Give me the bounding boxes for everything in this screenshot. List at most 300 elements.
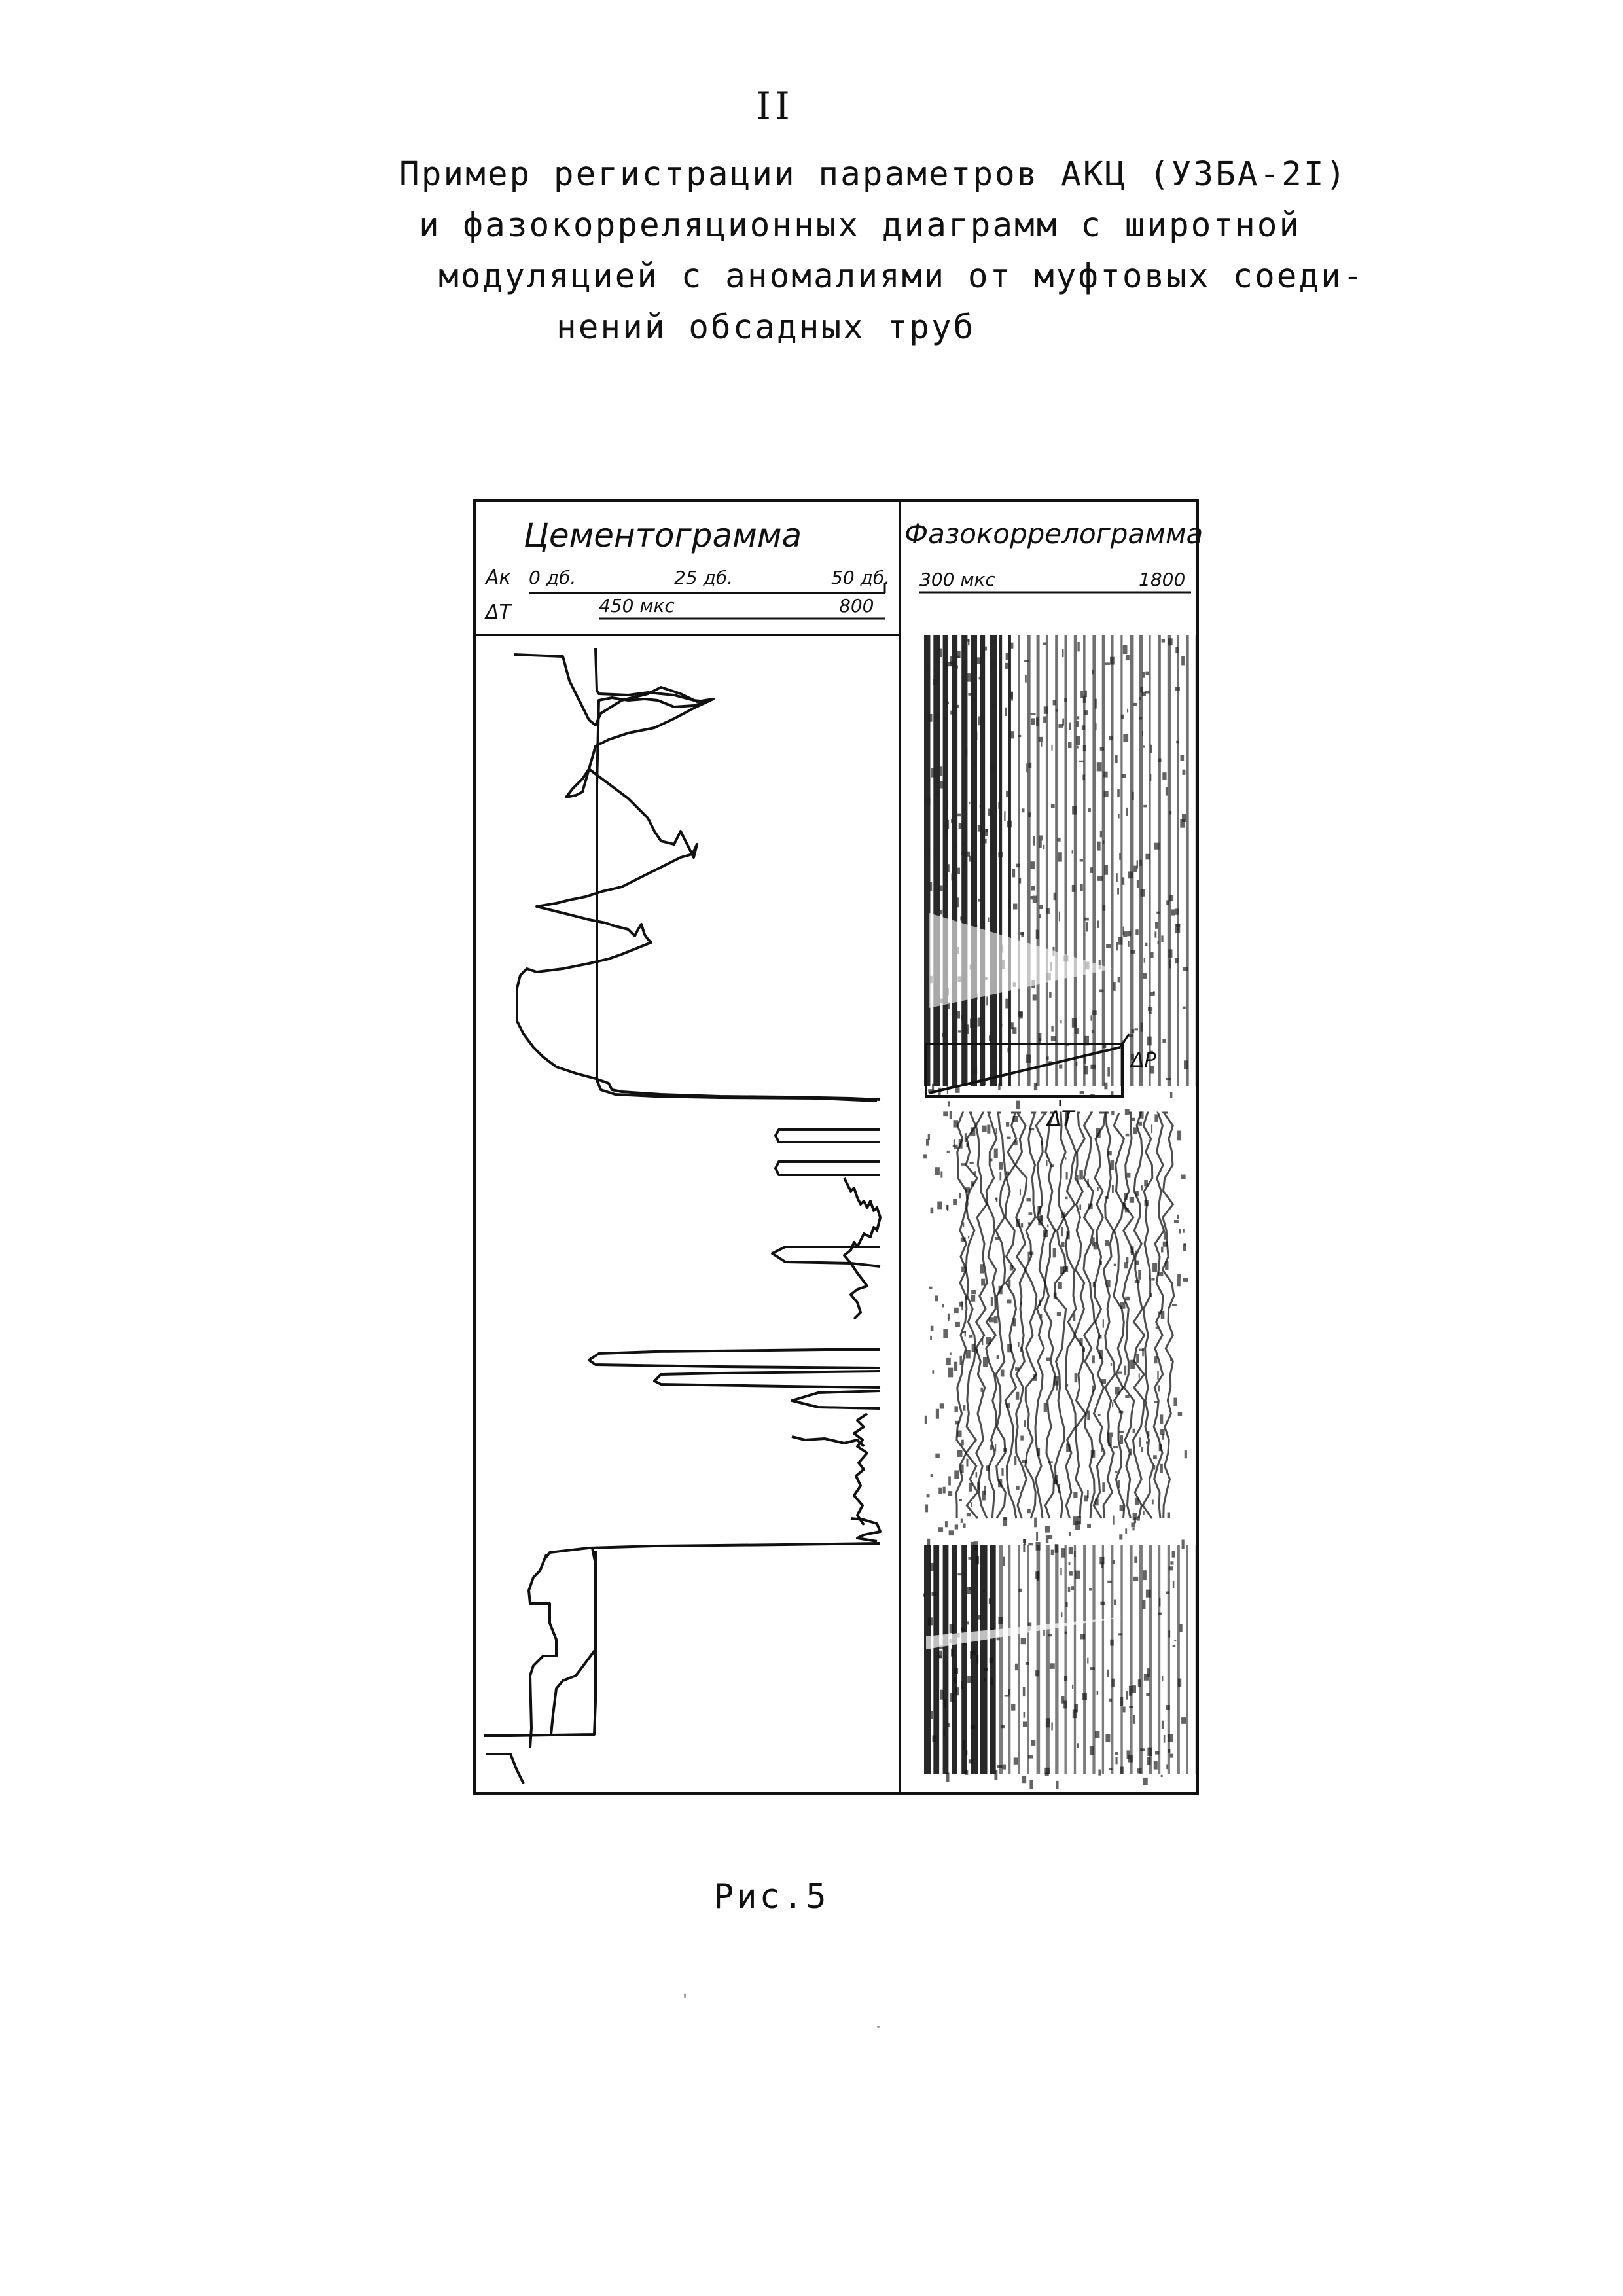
correlogram-dash bbox=[991, 1297, 993, 1306]
correlogram-dash bbox=[981, 1279, 985, 1286]
correlogram-dash bbox=[956, 666, 958, 669]
correlogram-dash bbox=[999, 1172, 1001, 1180]
correlogram-dash bbox=[1123, 645, 1128, 654]
correlogram-dash bbox=[1058, 838, 1061, 842]
correlogram-dash bbox=[938, 649, 942, 658]
page-number: II bbox=[756, 84, 794, 128]
correlogram-dash bbox=[1024, 660, 1029, 662]
correlogram-dash bbox=[1043, 1630, 1045, 1636]
correlogram-dash bbox=[1028, 1212, 1032, 1215]
correlogram-dash bbox=[960, 916, 963, 920]
correlogram-dash bbox=[950, 1352, 952, 1354]
correlogram-strand bbox=[1044, 1113, 1055, 1518]
correlogram-dash bbox=[1029, 1780, 1033, 1789]
correlogram-dash bbox=[1054, 893, 1056, 901]
correlogram-dash bbox=[984, 829, 988, 836]
correlogram-dash bbox=[1097, 876, 1103, 880]
correlogram-dash bbox=[1077, 1743, 1079, 1748]
correlogram-dash bbox=[965, 748, 967, 756]
correlogram-dash bbox=[983, 839, 987, 844]
correlogram-dash bbox=[1133, 703, 1137, 706]
correlogram-dash bbox=[1090, 1015, 1092, 1020]
correlogram-dash bbox=[1061, 1696, 1064, 1703]
correlogram-dash bbox=[1132, 1118, 1135, 1121]
correlogram-dash bbox=[998, 802, 999, 809]
correlogram-dash bbox=[1158, 758, 1161, 762]
correlogram-dash bbox=[1166, 787, 1168, 795]
correlogram-dash bbox=[1051, 1722, 1052, 1730]
correlogram-dash bbox=[1024, 1539, 1026, 1545]
correlogram-dash bbox=[1128, 872, 1133, 879]
correlogram-dash bbox=[945, 830, 947, 838]
correlogram-dash bbox=[1133, 866, 1137, 872]
correlogram-dash bbox=[1073, 1492, 1077, 1498]
correlogram-dash bbox=[991, 660, 996, 667]
correlogram-dash bbox=[1135, 1028, 1138, 1030]
correlogram-dash bbox=[1087, 1524, 1091, 1528]
correlogram-dash bbox=[931, 1208, 934, 1214]
correlogram-dash bbox=[1125, 1109, 1130, 1115]
correlogram-dash bbox=[1148, 1007, 1152, 1011]
correlogram-dash bbox=[1015, 1664, 1018, 1670]
correlogram-dash bbox=[1089, 1588, 1092, 1591]
correlogram-dash bbox=[1022, 1776, 1026, 1784]
correlogram-dash bbox=[1018, 1011, 1023, 1016]
correlogram-dash bbox=[1117, 888, 1119, 895]
correlogram-dash bbox=[925, 1505, 928, 1513]
phase-scale-min: 300 мкс bbox=[919, 569, 995, 590]
correlogram-dash bbox=[1038, 1033, 1041, 1041]
correlogram-dash bbox=[1036, 1532, 1038, 1541]
noise-trace-2 bbox=[854, 1414, 867, 1525]
correlogram-dash bbox=[942, 1304, 944, 1307]
correlogram-dash bbox=[1066, 1172, 1068, 1180]
ak-scale-min: 0 дб. bbox=[529, 567, 577, 588]
correlogram-dash bbox=[1031, 713, 1036, 715]
correlogram-dash bbox=[997, 1355, 999, 1359]
spike-3 bbox=[772, 1247, 880, 1266]
correlogram-dash bbox=[1177, 1131, 1181, 1141]
correlogram-dash bbox=[959, 1356, 961, 1365]
correlogram-dash bbox=[931, 768, 935, 777]
correlogram-stripe bbox=[933, 635, 940, 1086]
correlogram-dash bbox=[1179, 1624, 1182, 1632]
spike-6 bbox=[792, 1391, 880, 1408]
correlogram-dash bbox=[994, 1149, 998, 1158]
correlogram-dash bbox=[1142, 731, 1143, 736]
correlogram-dash bbox=[1170, 1754, 1173, 1758]
correlogram-dash bbox=[1143, 672, 1145, 677]
correlogram-dash bbox=[1183, 1244, 1186, 1251]
correlogram-dash bbox=[969, 802, 970, 804]
correlogram-stripe bbox=[1008, 635, 1011, 1086]
correlogram-dash bbox=[1102, 1482, 1105, 1492]
correlogram-dash bbox=[956, 651, 961, 658]
correlogram-stripe bbox=[990, 1545, 996, 1774]
correlogram-dash bbox=[946, 1358, 951, 1365]
correlogram-dash bbox=[1018, 1342, 1020, 1347]
dt-scale-min: 450 мкс bbox=[599, 595, 675, 617]
correlogram-dash bbox=[1087, 1490, 1089, 1498]
correlogram-dash bbox=[1009, 643, 1013, 649]
correlogram-dash bbox=[927, 1494, 930, 1497]
ak-baseline bbox=[486, 1754, 524, 1784]
correlogram-dash bbox=[976, 657, 982, 664]
correlogram-dash bbox=[1105, 1240, 1109, 1246]
correlogram-dash bbox=[1031, 886, 1035, 891]
correlogram-dash bbox=[974, 761, 976, 767]
correlogram-dash bbox=[1087, 1410, 1090, 1420]
correlogram-dash bbox=[1053, 700, 1056, 706]
correlogram-dash bbox=[1139, 1437, 1141, 1447]
correlogram-dash bbox=[981, 716, 983, 723]
correlogram-dash bbox=[1056, 709, 1058, 711]
correlogram-dash bbox=[1024, 1420, 1026, 1427]
correlogram-dash bbox=[961, 1301, 963, 1310]
correlogram-stripe bbox=[1037, 635, 1040, 1086]
correlogram-dash bbox=[1077, 716, 1080, 719]
correlogram-dash bbox=[1114, 1600, 1116, 1606]
correlogram-strand bbox=[1016, 1113, 1027, 1518]
correlogram-dash bbox=[1005, 999, 1010, 1009]
correlogram-dash bbox=[1174, 1220, 1179, 1223]
correlogram-dash bbox=[1125, 1395, 1129, 1398]
correlogram-stripe bbox=[1037, 1545, 1041, 1774]
correlogram-dash bbox=[1143, 745, 1145, 747]
correlogram-dash bbox=[1158, 1386, 1160, 1392]
correlogram-dash bbox=[1172, 1551, 1175, 1558]
correlogram-dash bbox=[1016, 1101, 1020, 1109]
correlogram-dash bbox=[1162, 1676, 1163, 1681]
correlogram-dash bbox=[1076, 1062, 1078, 1066]
correlogram-dash bbox=[1182, 1539, 1185, 1549]
correlogram-dash bbox=[1069, 723, 1071, 730]
correlogram-dash bbox=[1023, 1544, 1025, 1552]
correlogram-dash bbox=[1052, 745, 1053, 751]
correlogram-dash bbox=[998, 1084, 1000, 1090]
correlogram-dash bbox=[952, 873, 956, 880]
correlogram-stripe bbox=[1102, 1545, 1104, 1774]
correlogram-dash bbox=[925, 798, 930, 805]
correlogram-dash bbox=[999, 1162, 1003, 1170]
correlogram-dash bbox=[976, 1472, 978, 1477]
correlogram-dash bbox=[1183, 1278, 1188, 1282]
correlogram-dash bbox=[959, 823, 963, 829]
correlogram-stripe bbox=[1074, 1545, 1076, 1774]
correlogram-dash bbox=[945, 1521, 948, 1527]
correlogram-dash bbox=[1061, 1612, 1062, 1617]
correlogram-dash bbox=[1171, 909, 1175, 915]
correlogram-dash bbox=[1043, 642, 1046, 645]
correlogram-dash bbox=[969, 856, 973, 862]
correlogram-dash bbox=[1112, 1402, 1113, 1407]
correlogram-dash bbox=[970, 1018, 974, 1028]
correlogram-dash bbox=[1111, 1091, 1114, 1095]
correlogram-stripe bbox=[990, 635, 997, 1086]
correlogram-dash bbox=[1003, 1765, 1006, 1770]
correlogram-strand bbox=[1143, 1113, 1154, 1518]
correlogram-dash bbox=[943, 1329, 948, 1338]
correlogram-dash bbox=[1132, 792, 1134, 800]
correlogram-dash bbox=[1145, 943, 1147, 946]
correlogram-dash bbox=[1160, 1429, 1164, 1435]
correlogram-dash bbox=[1104, 865, 1108, 875]
correlogram-dash bbox=[963, 808, 965, 810]
correlogram-dash bbox=[1111, 1111, 1114, 1115]
correlogram-dash bbox=[1039, 835, 1043, 840]
correlogram-strand bbox=[976, 1113, 987, 1518]
correlogram-dash bbox=[988, 808, 991, 816]
correlogram-dash bbox=[1027, 1509, 1031, 1513]
correlogram-dash bbox=[1099, 990, 1103, 993]
correlogram-dash bbox=[1092, 1355, 1095, 1363]
correlogram-dash bbox=[979, 677, 982, 679]
correlogram-dash bbox=[1132, 1029, 1134, 1033]
correlogram-dash bbox=[980, 1264, 984, 1273]
correlogram-dash bbox=[943, 1487, 946, 1494]
correlogram-strand bbox=[1133, 1113, 1145, 1518]
correlogram-dash bbox=[1007, 1048, 1009, 1053]
correlogram-dash bbox=[1150, 745, 1152, 753]
correlogram-dash bbox=[1174, 1640, 1176, 1641]
correlogram-dash bbox=[1143, 1511, 1145, 1515]
correlogram-stripe bbox=[1065, 635, 1067, 1086]
correlogram-stripe bbox=[1139, 1545, 1143, 1774]
correlogram-dash bbox=[1080, 859, 1083, 861]
correlogram-dash bbox=[957, 868, 960, 874]
correlogram-stripe bbox=[980, 1545, 988, 1774]
correlogram-dash bbox=[1177, 1215, 1179, 1219]
correlogram-stripe bbox=[952, 635, 957, 1086]
correlogram-dash bbox=[1139, 697, 1141, 700]
correlogram-dash bbox=[1036, 717, 1039, 726]
correlogram-dash bbox=[1068, 742, 1072, 748]
correlogram-dash bbox=[1033, 896, 1037, 903]
dt-curve bbox=[596, 648, 877, 1101]
correlogram-dash bbox=[1153, 1455, 1157, 1459]
correlogram-dash bbox=[951, 819, 953, 823]
correlogram-dash bbox=[1005, 663, 1010, 669]
correlogram-dash bbox=[1151, 1278, 1154, 1280]
correlogram-dash bbox=[1090, 1065, 1096, 1069]
correlogram-dash bbox=[971, 1290, 976, 1294]
correlogram-dash bbox=[1098, 1770, 1101, 1776]
dt-curve-lower bbox=[551, 1548, 596, 1734]
correlogram-dash bbox=[938, 886, 943, 891]
correlogram-dash bbox=[980, 1388, 983, 1392]
correlogram-dash bbox=[1026, 763, 1027, 772]
cementogram-curves bbox=[484, 648, 880, 1784]
correlogram-dash bbox=[1181, 1717, 1186, 1724]
correlogram-dash bbox=[1097, 1187, 1099, 1191]
correlogram-dash bbox=[1061, 1227, 1063, 1236]
correlogram-dash bbox=[1175, 958, 1179, 963]
correlogram-dash bbox=[1168, 638, 1173, 645]
correlogram-dash bbox=[1161, 935, 1163, 942]
correlogram-dash bbox=[1127, 1750, 1130, 1759]
correlogram-traces bbox=[923, 635, 1199, 1789]
correlogram-dash bbox=[1097, 1691, 1099, 1695]
correlogram-dash bbox=[1154, 1114, 1158, 1121]
correlogram-dash bbox=[1072, 1018, 1077, 1028]
correlogram-dash bbox=[948, 1101, 950, 1106]
correlogram-strand bbox=[1025, 1113, 1036, 1518]
correlogram-stripe bbox=[1186, 635, 1188, 1086]
correlogram-dash bbox=[1139, 1373, 1140, 1378]
correlogram-dash bbox=[1079, 761, 1084, 762]
correlogram-stripe bbox=[1168, 635, 1171, 1086]
correlogram-dash bbox=[963, 1523, 965, 1528]
correlogram-dash bbox=[957, 1011, 960, 1018]
correlogram-dash bbox=[1046, 1535, 1048, 1543]
correlogram-dash bbox=[987, 1124, 990, 1133]
noise-trace-3 bbox=[792, 1437, 864, 1446]
correlogram-dash bbox=[959, 1499, 962, 1501]
correlogram-dash bbox=[1113, 1516, 1114, 1525]
correlogram-dash bbox=[1155, 922, 1158, 929]
correlogram-dash bbox=[1143, 973, 1147, 978]
correlogram-dash bbox=[927, 848, 930, 857]
correlogram-dash bbox=[962, 699, 964, 702]
correlogram-dash bbox=[1075, 1373, 1078, 1382]
correlogram-dash bbox=[1122, 877, 1124, 884]
correlogram-dash bbox=[1016, 864, 1020, 868]
correlogram-dash bbox=[1003, 1557, 1005, 1566]
correlogram-dash bbox=[938, 1488, 942, 1494]
correlogram-dash bbox=[1161, 1247, 1163, 1253]
correlogram-dash bbox=[1141, 1022, 1143, 1031]
dt-scale-max: 800 bbox=[839, 595, 874, 617]
correlogram-dash bbox=[1011, 1704, 1015, 1711]
correlogram-dash bbox=[952, 1036, 956, 1039]
correlogram-dash bbox=[1059, 912, 1060, 922]
correlogram-dash bbox=[1162, 639, 1165, 643]
correlogram-stripe bbox=[971, 1545, 978, 1774]
correlogram-dash bbox=[1144, 1674, 1149, 1680]
annotation-dt: ΔT bbox=[1047, 1106, 1075, 1131]
correlogram-dash bbox=[1092, 1010, 1097, 1015]
correlogram-dash bbox=[948, 1368, 953, 1378]
correlogram-dash bbox=[1076, 736, 1080, 745]
correlogram-dash bbox=[925, 1416, 927, 1424]
correlogram-stripe bbox=[1027, 635, 1030, 1086]
correlogram-dash bbox=[1092, 670, 1094, 674]
correlogram-dash bbox=[1166, 900, 1169, 905]
caption-line: нений обсадных труб bbox=[556, 308, 976, 347]
correlogram-dash bbox=[1175, 687, 1180, 691]
correlogram-dash bbox=[1126, 1257, 1128, 1263]
correlogram-dash bbox=[1105, 1734, 1110, 1742]
correlogram-dash bbox=[1049, 992, 1051, 998]
correlogram-dash bbox=[1115, 1471, 1118, 1473]
correlogram-dash bbox=[958, 1030, 961, 1032]
correlogram-dash bbox=[1097, 762, 1102, 771]
correlogram-dash bbox=[1020, 1436, 1024, 1441]
correlogram-dash bbox=[931, 1326, 934, 1331]
correlogram-dash bbox=[1128, 941, 1129, 947]
correlogram-dash bbox=[1084, 691, 1086, 697]
correlogram-dash bbox=[1013, 904, 1017, 910]
correlogram-dash bbox=[1126, 655, 1130, 660]
correlogram-stripe bbox=[1130, 1545, 1133, 1774]
correlogram-dash bbox=[978, 1018, 981, 1027]
correlogram-dash bbox=[991, 843, 993, 852]
dt-curve-lower-right bbox=[484, 1551, 596, 1736]
correlogram-dash bbox=[940, 781, 944, 789]
spike-4 bbox=[589, 1350, 880, 1368]
correlogram-stripe bbox=[961, 1545, 967, 1774]
correlogram-dash bbox=[954, 1362, 957, 1371]
correlogram-stripe bbox=[1177, 1545, 1180, 1774]
correlogram-dash bbox=[967, 852, 970, 857]
correlogram-stripe bbox=[943, 1545, 949, 1774]
correlogram-dash bbox=[1072, 885, 1076, 892]
correlogram-dash bbox=[954, 844, 956, 848]
correlogram-dash bbox=[983, 647, 987, 651]
correlogram-dash bbox=[1014, 1757, 1018, 1764]
correlogram-dash bbox=[923, 1154, 927, 1158]
correlogram-dash bbox=[971, 1542, 974, 1545]
correlogram-dash bbox=[961, 1015, 963, 1020]
correlogram-dash bbox=[1162, 1434, 1164, 1440]
correlogram-dash bbox=[1056, 1781, 1059, 1789]
correlogram-dash bbox=[942, 1033, 946, 1037]
correlogram-dash bbox=[1077, 642, 1079, 651]
correlogram-dash bbox=[944, 717, 946, 721]
correlogram-dash bbox=[1082, 774, 1085, 780]
correlogram-dash bbox=[945, 879, 947, 887]
correlogram-dash bbox=[1158, 941, 1159, 944]
correlogram-dash bbox=[1028, 763, 1031, 768]
correlogram-dash bbox=[1103, 840, 1104, 844]
correlogram-dash bbox=[1126, 1691, 1128, 1700]
correlogram-dash bbox=[1046, 1357, 1050, 1361]
correlogram-stripe bbox=[1018, 1545, 1020, 1774]
correlogram-strand bbox=[986, 1113, 997, 1518]
correlogram-dash bbox=[936, 1409, 939, 1419]
correlogram-dash bbox=[994, 1316, 998, 1323]
correlogram-dash bbox=[950, 1111, 952, 1119]
correlogram-dash bbox=[937, 1202, 942, 1210]
correlogram-dash bbox=[980, 825, 982, 827]
correlogram-dash bbox=[1105, 662, 1110, 665]
correlogram-dash bbox=[1041, 742, 1042, 747]
correlogram-dash bbox=[1181, 1175, 1186, 1179]
correlogram-dash bbox=[1086, 922, 1088, 931]
correlogram-dash bbox=[927, 665, 929, 672]
correlogram-dash bbox=[1069, 1547, 1073, 1554]
correlogram-dash bbox=[1065, 1197, 1068, 1200]
correlogram-dash bbox=[1124, 1366, 1126, 1376]
correlogram-stripe bbox=[1196, 1545, 1199, 1774]
correlogram-dash bbox=[1119, 1534, 1122, 1539]
correlogram-dash bbox=[1044, 1403, 1047, 1412]
spike-2 bbox=[776, 1162, 880, 1175]
correlogram-dash bbox=[1111, 1160, 1115, 1170]
correlogram-dash bbox=[955, 1524, 958, 1529]
correlogram-dash bbox=[1039, 905, 1043, 909]
correlogram-dash bbox=[1095, 1731, 1099, 1738]
correlogram-dash bbox=[1005, 708, 1007, 716]
correlogram-dash bbox=[1031, 1740, 1035, 1746]
correlogram-dash bbox=[1162, 772, 1166, 780]
correlogram-dash bbox=[950, 711, 955, 715]
correlogram-dash bbox=[1084, 918, 1089, 921]
correlogram-dash bbox=[1107, 1670, 1109, 1677]
ak-symbol: Aк bbox=[486, 566, 511, 589]
correlogram-dash bbox=[969, 1335, 973, 1337]
correlogram-dash bbox=[966, 1350, 971, 1359]
